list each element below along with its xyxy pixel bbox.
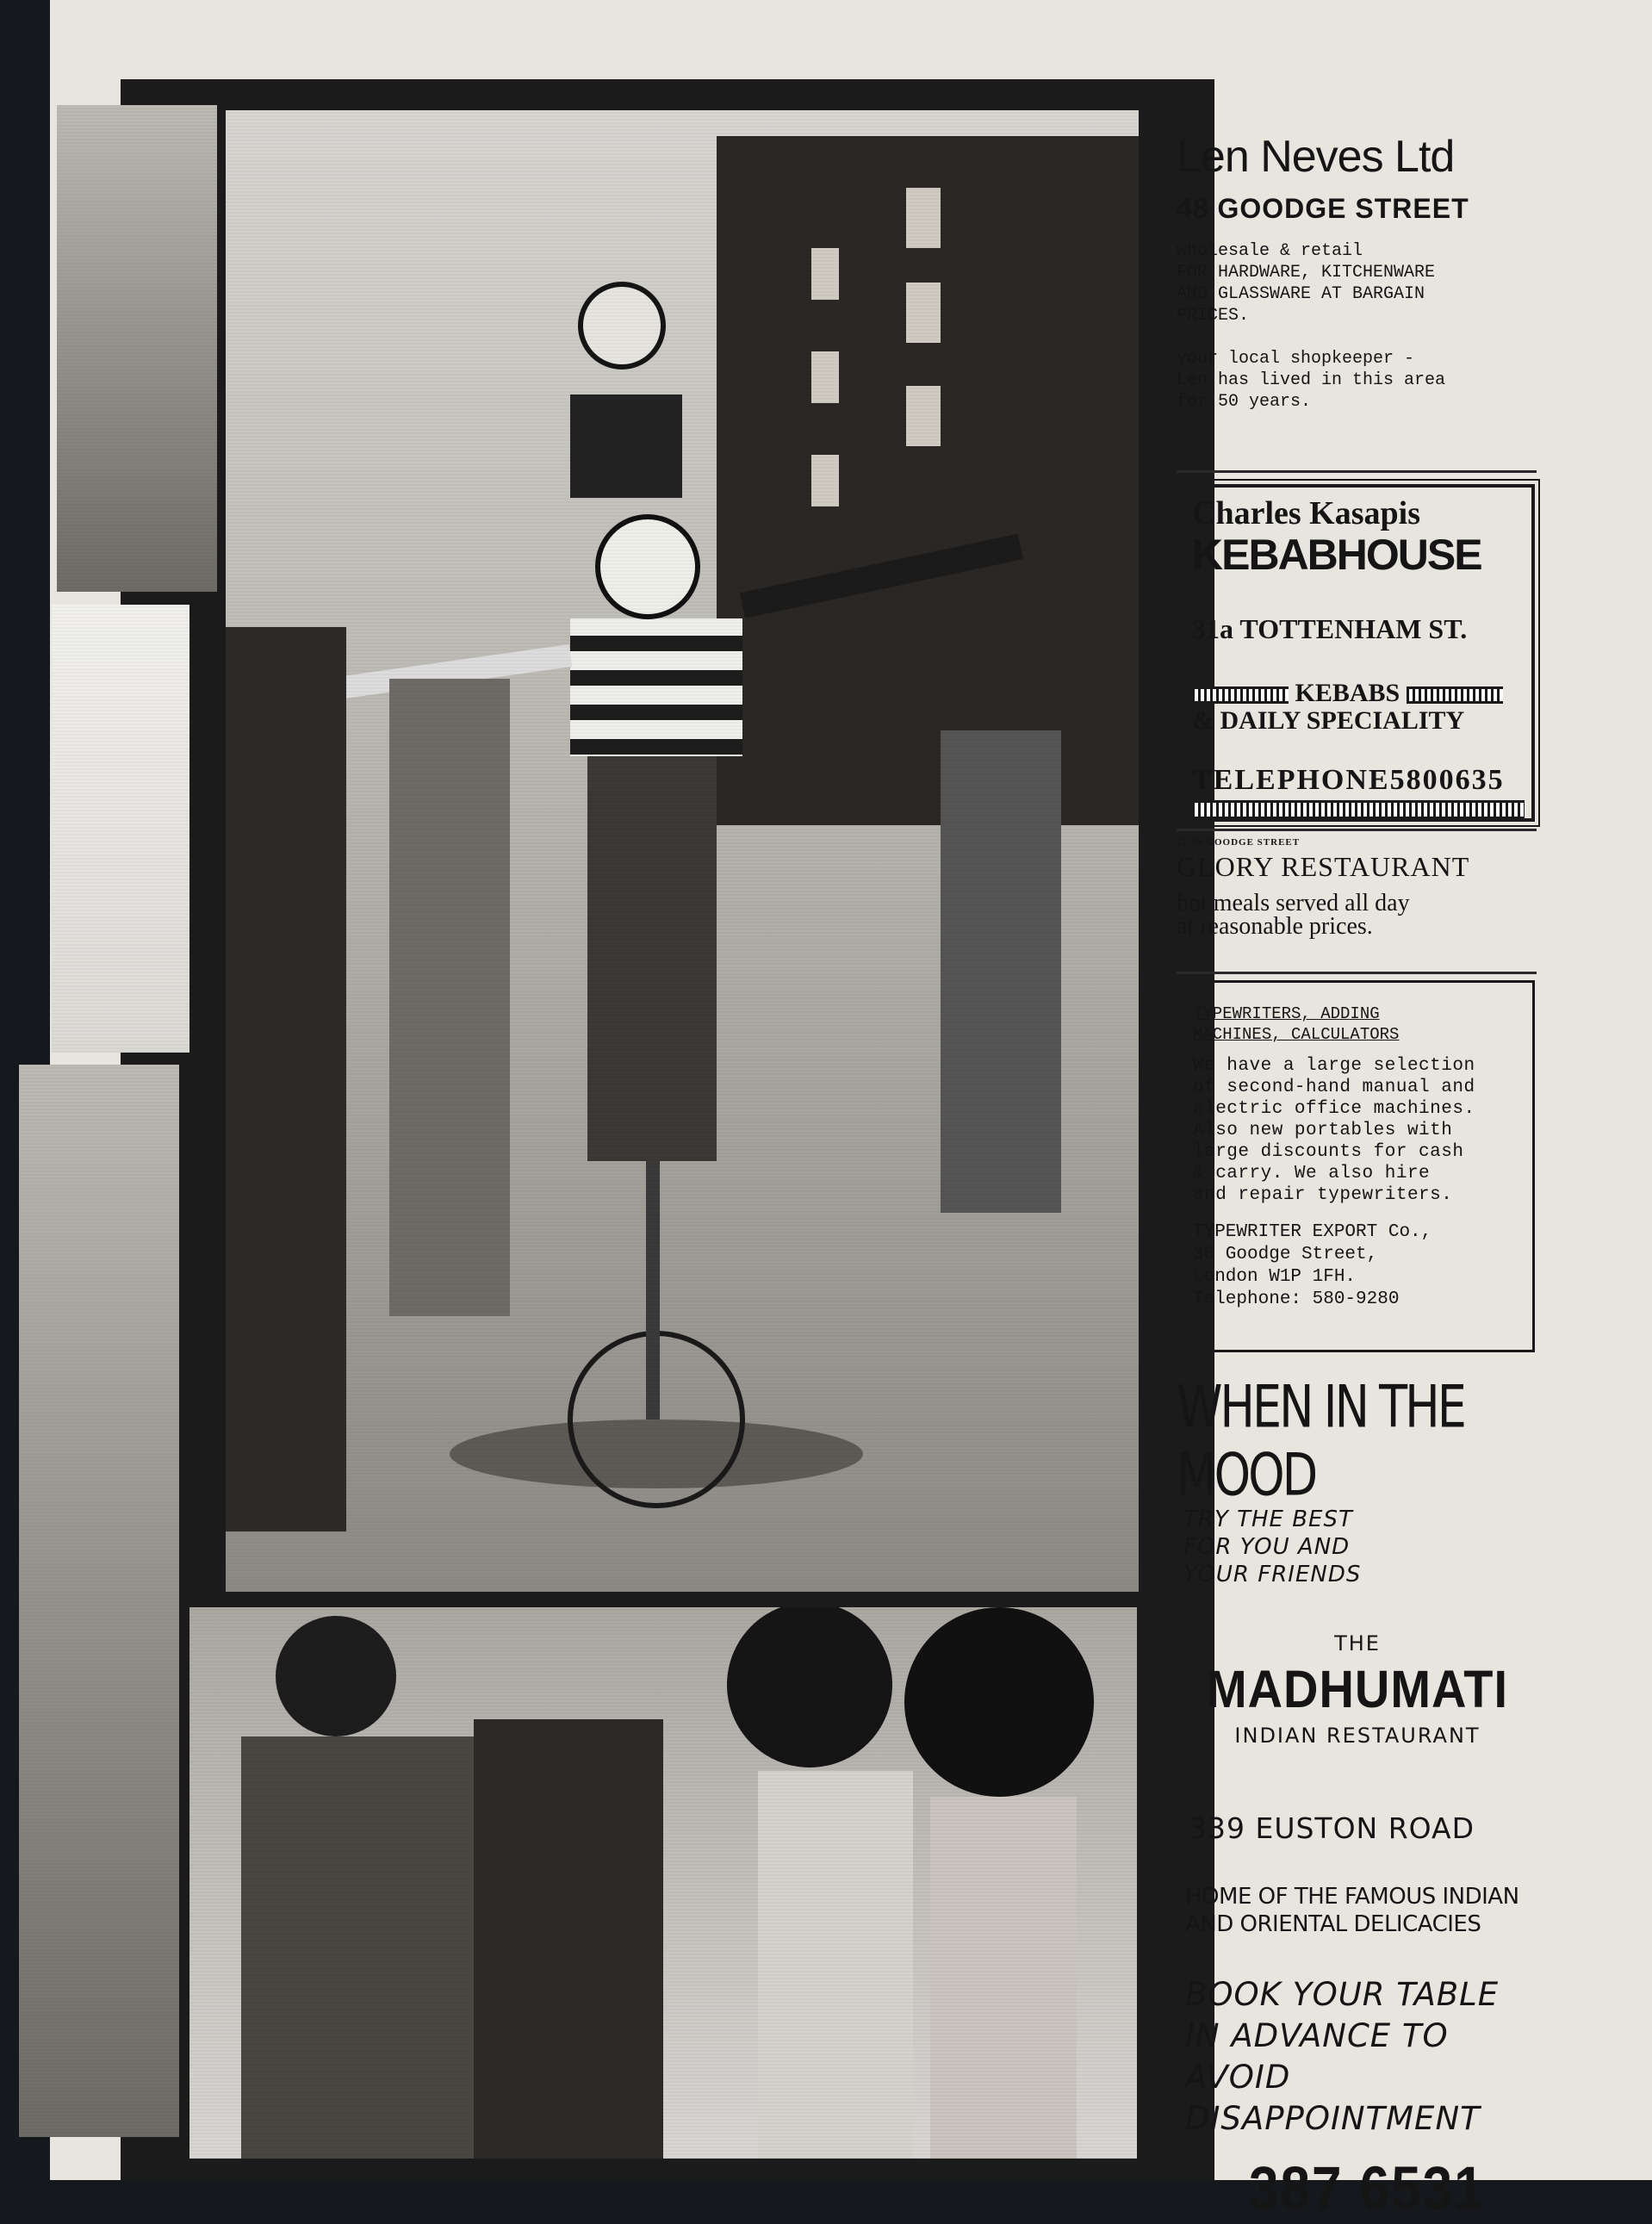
children-illustration [189, 1607, 1137, 2159]
street-strip-photo [19, 1065, 179, 2137]
kebab-address: 31a TOTTENHAM ST. [1192, 613, 1468, 644]
glory-name: GLORY RESTAURANT [1177, 851, 1470, 882]
glory-body: hot meals served all day at reasonable prices. [1177, 890, 1410, 940]
madhumati-specialities: HOME OF THE FAMOUS INDIAN AND ORIENTAL DELICACIES [1185, 1884, 1519, 1937]
kebab-house-ad [1182, 484, 1535, 822]
madhumati-booking-note: BOOK YOUR TABLE IN ADVANCE TO AVOID DISAPPOINTMENT [1185, 1976, 1500, 2137]
greek-key-ornament [1407, 686, 1503, 704]
madhumati-address: 339 EUSTON ROAD [1189, 1811, 1475, 1845]
mood-subline: TRY THE BEST FOR YOU AND YOUR FRIENDS [1183, 1506, 1362, 1587]
madhumati-name: MADHUMATI [1206, 1658, 1509, 1719]
len-neves-ad [1177, 131, 1538, 413]
typewriter-body: We have a large selection of second-hand manual and electric office machines. Also new portables with large discounts for cash & carry. We also hire and repair typewriters. [1193, 1056, 1475, 1205]
kebab-line-2: & DAILY SPECIALITY [1192, 706, 1465, 735]
typewriter-ad [1182, 980, 1535, 1352]
kebab-line-1: KEBABS [1295, 679, 1400, 707]
greek-key-ornament [1192, 800, 1525, 819]
typewriter-heading: TYPEWRITERS, ADDING MACHINES, CALCULATORS [1193, 1004, 1400, 1044]
madhumati-the: THE [1334, 1631, 1381, 1656]
typewriter-contact: TYPEWRITER EXPORT Co., 30 Goodge Street, London W1P 1FH. Telephone: 580-9280 [1193, 1222, 1432, 1309]
mood-headline: WHEN IN THE MOOD [1177, 1373, 1464, 1509]
len-neves-name: Len Neves Ltd [1177, 132, 1455, 182]
len-neves-address: 48 GOODGE STREET [1177, 193, 1469, 224]
glory-restaurant-ad [1177, 837, 1538, 938]
divider [1177, 470, 1537, 473]
kebab-telephone: TELEPHONE5800635 [1192, 764, 1505, 796]
banner-strip-photo [52, 605, 189, 1053]
len-neves-body: wholesale & retail FOR HARDWARE, KITCHENWARE AND GLASSWARE AT BARGAIN PRICES. your local shopkeeper - Len has lived in this area for 50 years. [1177, 241, 1446, 412]
children-photo [189, 1607, 1137, 2159]
kebab-line-1-row [1192, 680, 1525, 707]
kebab-owner-name: Charles Kasapis [1192, 495, 1420, 531]
divider [1177, 972, 1537, 974]
madhumati-ad [1177, 1373, 1538, 2224]
crowd-strip-photo [57, 105, 217, 592]
madhumati-type: INDIAN RESTAURANT [1234, 1724, 1481, 1748]
greek-key-ornament [1192, 686, 1289, 704]
kebab-house-name: KEBABHOUSE [1192, 531, 1481, 579]
glory-small-address: 57-59 GOODGE STREET [1177, 837, 1301, 848]
madhumati-telephone: 387 6531 [1249, 2154, 1486, 2224]
advertisement-column [1164, 79, 1545, 2224]
unicycle-clown-illustration [226, 110, 1139, 1592]
divider [1177, 829, 1537, 831]
unicycle-clown-photo [226, 110, 1139, 1592]
